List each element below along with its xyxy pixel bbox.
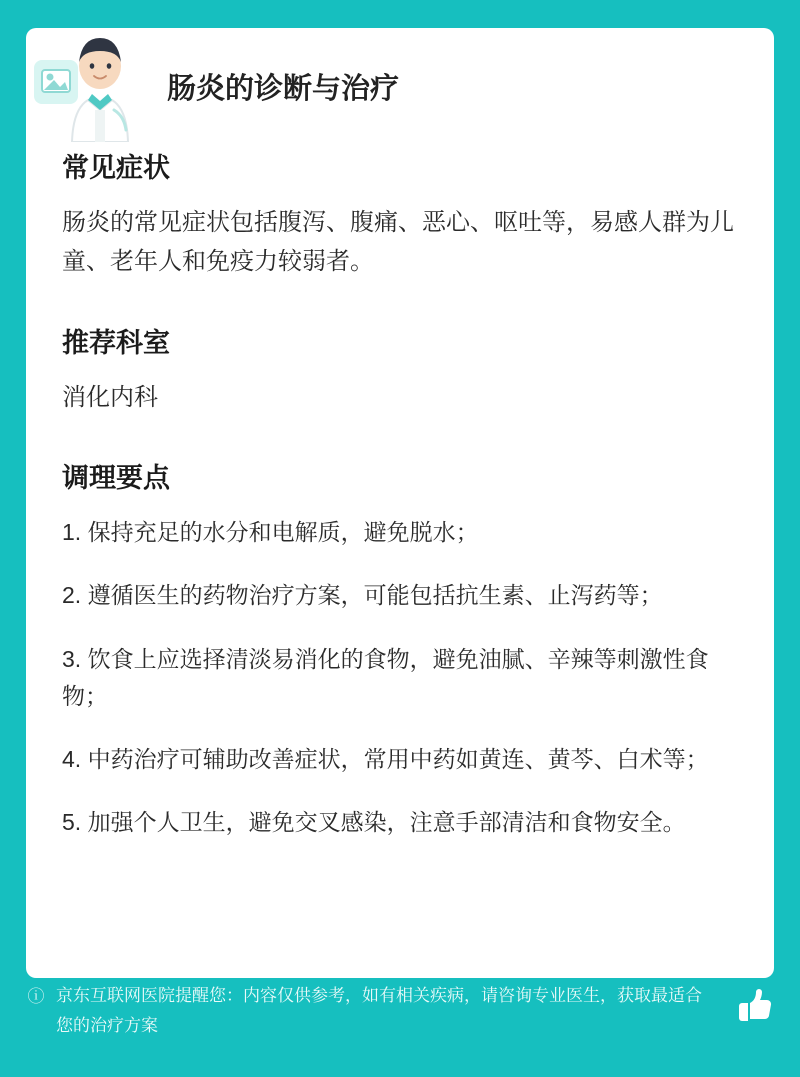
doctor-illustration-icon — [32, 30, 152, 142]
page-title: 肠炎的诊断与治疗 — [167, 73, 400, 105]
care-point-item: 2. 遵循医生的药物治疗方案，可能包括抗生素、止泻药等； — [62, 582, 663, 609]
section-body-department: 消化内科 — [62, 383, 158, 411]
care-point-item: 1. 保持充足的水分和电解质，避免脱水； — [62, 519, 479, 546]
section-heading-care-points: 调理要点 — [62, 463, 170, 494]
content-card — [26, 28, 774, 978]
footer-disclaimer — [26, 981, 774, 1059]
section-body-symptoms: 肠炎的常见症状包括腹泻、腹痛、恶心、呕吐等，易感人群为儿童、老年人和免疫力较弱者。 — [62, 208, 734, 275]
thumbs-up-icon — [728, 983, 774, 1029]
care-point-item: 5. 加强个人卫生，避免交叉感染，注意手部清洁和食物安全。 — [62, 809, 686, 836]
section-heading-symptoms: 常见症状 — [62, 152, 170, 183]
section-heading-department: 推荐科室 — [62, 327, 170, 358]
care-point-item: 4. 中药治疗可辅助改善症状，常用中药如黄连、黄芩、白术等； — [62, 746, 709, 773]
info-circle-icon: ⓘ — [27, 987, 45, 1006]
care-point-item: 3. 饮食上应选择清淡易消化的食物，避免油腻、辛辣等刺激性食物； — [62, 645, 709, 709]
footer-notice-text: 京东互联网医院提醒您：内容仅供参考，如有相关疾病，请咨询专业医生，获取最适合您的治疗方案 — [56, 986, 702, 1035]
